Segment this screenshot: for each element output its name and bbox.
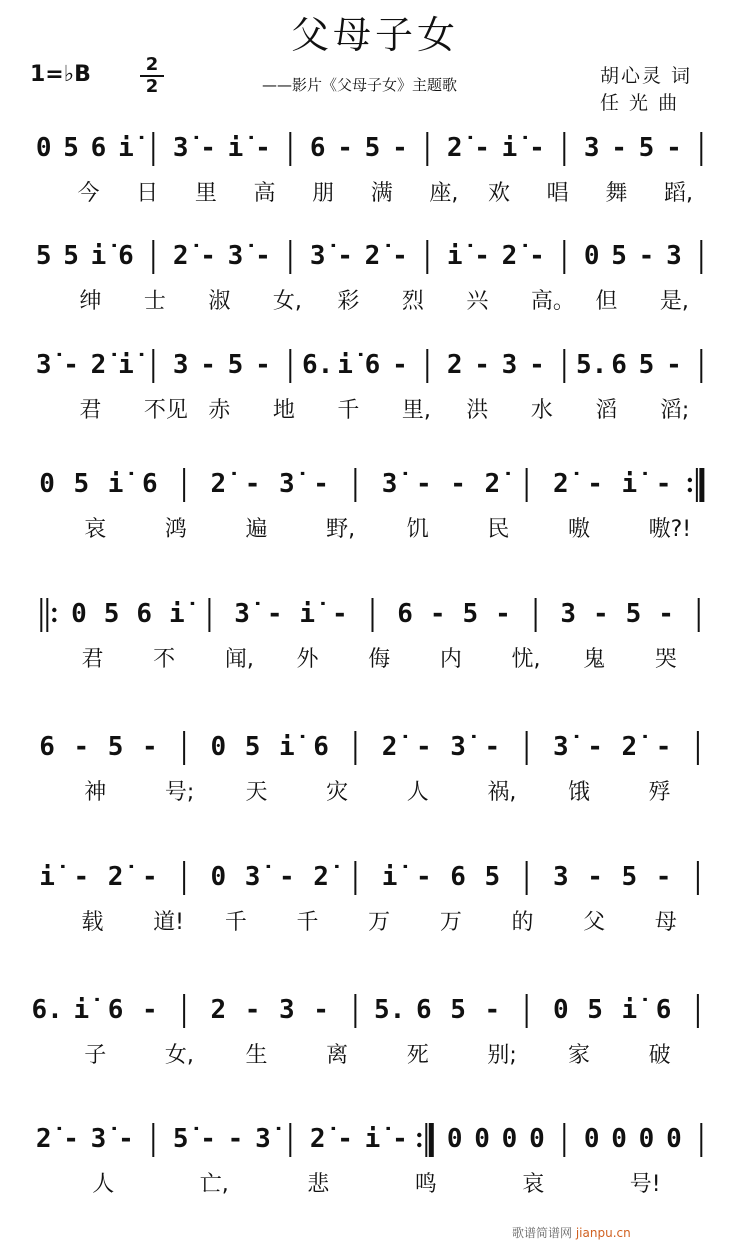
lyric-word: 但 [595,289,618,314]
note-digit: 5 [364,133,381,163]
dash-note: - [266,599,283,629]
dash-note: - [529,241,545,271]
lyric-word: 离 [326,1043,349,1068]
lyricist-credit: 胡心灵 词 [600,65,693,87]
lyric-word: 殍 [648,780,671,805]
dash-note: - [593,599,609,629]
note-digit: 5 [73,469,90,499]
lyric-word: 女, [164,1043,194,1068]
dash-note: - [495,599,511,629]
lyric-word: 道! [153,910,184,935]
note-digit: 6 [611,350,627,380]
lyric-word: 千 [337,398,360,423]
dash-note: - [63,350,79,380]
lyric-word: 内 [439,647,462,672]
lyric-word: 嗷 [567,517,590,542]
dash-note: - [63,1124,79,1154]
note-digit: 3̇ [450,732,466,762]
note-digit: 5 [227,350,244,380]
note-digit: 5 [621,862,638,892]
lyric-word: 不 [153,647,176,672]
lyric-word: 高。 [530,289,575,314]
note-digit: 3 [279,995,295,1025]
note-digit: i̇ [446,241,463,271]
note-digit: 2̇ [172,241,189,271]
note-digit: 0 [210,732,227,762]
lyric-word: 地 [272,398,295,423]
note-digit: 6 [107,995,124,1025]
note-digit: 3̇ [381,469,398,499]
note-digit: 5 [484,862,501,892]
lyric-word: 人 [406,780,429,805]
note-digit: 6 [397,599,413,629]
lyric-word: 彩 [337,289,360,314]
note-digit: 0 [71,599,87,629]
dash-note: - [474,241,490,271]
dash-note: - [200,350,216,380]
dash-note: - [227,1124,244,1154]
note-digit: i̇ [364,1124,381,1154]
lyric-word: 天 [245,780,268,805]
dash-note: - [474,133,490,163]
lyric-word: 侮 [368,647,391,672]
lyric-word: 滔 [595,398,618,423]
note-digit: 5 [35,241,52,271]
note-digit: 3̇ [227,241,244,271]
lyric-word: 绅 [79,289,102,314]
dash-note: - [611,133,627,163]
song-title: 父母子女 [290,13,459,57]
watermark [512,1224,631,1241]
dash-note: - [200,133,216,163]
dash-note: - [587,469,603,499]
note-digit: 3 [583,133,600,163]
dash-note: - [142,862,158,892]
note-digit: 3̇ [90,1124,107,1154]
lyric-word: 号; [164,780,195,805]
dash-note: - [337,1124,353,1154]
lyric-word: 母 [654,910,677,935]
note-digit: 5 [107,732,124,762]
note-digit: 2̇ [553,469,569,499]
dash-note: - [142,995,158,1025]
note-digit: 5 [587,995,603,1025]
lyric-word: 遍 [245,517,268,542]
note-digit: 3 [501,350,518,380]
dash-note: - [484,995,501,1025]
lyric-word: 君 [81,647,104,672]
repeat-dot [417,1133,421,1137]
note-digit: 5 [450,995,466,1025]
note-digit: 5̇ [172,1124,189,1154]
lyric-word: 滔; [659,398,690,423]
lyric-word: 破 [648,1043,671,1068]
lyric-word: 人 [92,1172,115,1197]
meter-top: 2 [145,54,159,75]
note-digit: 2 [210,995,227,1025]
lyric-word: 座, [429,181,459,206]
note-digit: 0 [583,241,600,271]
note-digit: i̇ [73,995,90,1025]
dash-note: - [392,1124,408,1154]
dash-note: - [73,862,90,892]
note-digit: i̇ [381,862,398,892]
note-digit: 6 [655,995,672,1025]
note-digit: 6 [450,862,466,892]
note-digit: i̇ [337,350,353,380]
note-digit: 2̇ [501,241,518,271]
note-digit: i̇ [227,133,244,163]
dash-note: - [255,241,271,271]
lyric-word: 舞 [605,181,628,206]
dash-note: - [255,133,271,163]
note-digit: 5 [611,241,627,271]
lyric-word: 唱 [546,181,569,206]
lyric-word: 哀 [522,1172,545,1197]
note-digit: 0 [210,862,227,892]
lyric-word: 女, [272,289,302,314]
lyric-word: 哀 [84,517,107,542]
note-digit: 3̇ [244,862,261,892]
dash-note: - [666,350,682,380]
note-digit: i̇ [118,133,134,163]
note-digit: 3̇ [279,469,295,499]
dash-note: - [200,241,216,271]
dash-note: - [244,469,261,499]
note-digit: 3̇ [172,133,189,163]
lyric-word: 民 [487,517,510,542]
note-digit: 6 [39,732,55,762]
lyric-word: 朋 [312,181,335,206]
note-digit: 5 [638,350,655,380]
note-digit: 6 [90,133,107,163]
dash-note: - [200,1124,216,1154]
dash-note: - [484,732,501,762]
note-digit: 0 [611,1124,627,1154]
lyric-word: 祸, [487,780,517,805]
dash-note: - [587,732,603,762]
lyric-word: 鸣 [414,1172,437,1197]
note-digit: 6 [309,133,326,163]
dash-note: - [587,862,603,892]
note-digit: 2̇ [381,732,398,762]
dash-note: - [655,862,672,892]
lyric-word: 君 [79,398,102,423]
note-digit: 2 [446,350,463,380]
key-signature: 1=♭B [30,62,91,87]
lyric-word: 万 [439,910,462,935]
note-digit: 5 [625,599,642,629]
lyric-word: 里 [194,181,217,206]
lyric-word: 忧, [511,647,541,672]
lyric-word: 家 [567,1043,590,1068]
repeat-dot [52,608,56,612]
note-digit: 6 [118,241,134,271]
lyric-word: 的 [511,910,534,935]
dash-note: - [416,862,432,892]
dash-note: - [142,732,158,762]
lyric-word: 赤 [208,398,231,423]
lyric-word: 载 [81,910,104,935]
lyric-word: 烈 [401,289,424,314]
repeat-dot [52,618,56,622]
dash-note: - [658,599,674,629]
note-digit: 6 [416,995,432,1025]
note-digit: 2̇ [484,469,501,499]
note-digit: 6. [302,350,334,380]
note-digit: 6 [364,350,381,380]
dash-note: - [118,1124,134,1154]
watermark-url: jianpu.cn [575,1226,631,1240]
note-digit: i̇ [279,732,295,762]
note-digit: 5 [462,599,479,629]
lyric-word: 淑 [208,289,231,314]
repeat-dot [417,1143,421,1147]
lyric-word: 千 [296,910,319,935]
note-digit: 3 [666,241,682,271]
dash-note: - [279,862,295,892]
lyric-word: 野, [326,517,356,542]
dash-note: - [392,350,408,380]
lyric-word: 号! [629,1172,661,1197]
lyric-word: 里, [401,398,431,423]
note-digit: 2̇ [35,1124,52,1154]
note-digit: 5 [63,133,79,163]
note-digit: 3̇ [255,1124,271,1154]
lyric-word: 高 [253,181,276,206]
lyric-word: 饥 [406,517,429,542]
note-digit: 5 [244,732,261,762]
lyric-word: 悲 [307,1172,330,1197]
note-digit: 6 [136,599,152,629]
dash-note: - [392,133,408,163]
lyric-word: 万 [368,910,391,935]
dash-note: - [655,732,672,762]
song-subtitle: ——影片《父母子女》主题歌 [262,76,458,94]
lyric-word: 水 [530,398,553,423]
lyric-word: 饿 [567,780,590,805]
lyric-word: 洪 [466,398,489,423]
repeat-dot [688,478,692,482]
note-digit: 3 [172,350,189,380]
note-digit: 5 [63,241,79,271]
note-digit: 2̇ [446,133,463,163]
lyric-word: 蹈, [663,181,693,206]
note-digit: i̇ [168,599,185,629]
note-digit: 0 [666,1124,682,1154]
note-digit: 5 [638,133,655,163]
dash-note: - [337,133,353,163]
note-digit: i̇ [90,241,107,271]
dash-note: - [244,995,261,1025]
dash-note: - [529,133,545,163]
note-digit: 2̇ [210,469,227,499]
lyric-word: 不见 [143,398,188,423]
lyric-word: 满 [370,181,393,206]
dash-note: - [392,241,408,271]
note-digit: 3̇ [234,599,250,629]
note-digit: 0 [39,469,55,499]
dash-note: - [416,469,432,499]
lyric-word: 兴 [466,289,489,314]
dash-note: - [429,599,446,629]
lyric-word: 欢 [488,181,511,206]
lyric-word: 父 [583,910,606,935]
note-digit: i̇ [118,350,134,380]
note-digit: 5. [576,350,608,380]
note-digit: i̇ [107,469,124,499]
note-digit: 5 [103,599,120,629]
note-digit: i̇ [621,995,638,1025]
lyric-word: 士 [143,289,166,314]
note-digit: 2̇ [313,862,329,892]
dash-note: - [529,350,545,380]
lyric-word: 是, [659,289,689,314]
note-digit: 3̇ [553,732,569,762]
dash-note: - [450,469,466,499]
note-digit: 3̇ [35,350,52,380]
dash-note: - [255,350,271,380]
note-digit: i̇ [621,469,638,499]
note-digit: 6. [31,995,63,1025]
dash-note: - [474,350,490,380]
dash-note: - [655,469,672,499]
lyric-word: 子 [84,1043,107,1068]
lyric-word: 千 [224,910,247,935]
dash-note: - [313,995,329,1025]
lyric-word: 生 [245,1043,268,1068]
lyric-word: 死 [406,1043,429,1068]
note-digit: 2̇ [309,1124,326,1154]
watermark-text: 歌谱简谱网 [512,1226,573,1240]
lyric-word: 鬼 [583,647,606,672]
note-digit: i̇ [501,133,518,163]
repeat-dot [688,488,692,492]
note-digit: 2̇ [621,732,638,762]
lyric-word: 鸿 [164,517,187,542]
note-digit: 0 [583,1124,600,1154]
lyric-word: 日 [136,181,159,206]
dash-note: - [416,732,432,762]
note-digit: 5. [373,995,406,1025]
note-digit: 3 [553,862,569,892]
note-digit: 0 [446,1124,463,1154]
note-digit: 0 [553,995,569,1025]
note-digit: 2̇ [107,862,124,892]
dash-note: - [337,241,353,271]
note-digit: i̇ [299,599,316,629]
lyric-word: 亡, [199,1172,229,1197]
lyric-word: 今 [77,181,100,206]
note-digit: 3̇ [309,241,326,271]
note-digit: 0 [638,1124,655,1154]
note-digit: 0 [529,1124,545,1154]
note-digit: 3 [560,599,577,629]
lyric-word: 闻, [224,647,254,672]
note-digit: i̇ [39,862,55,892]
lyric-word: 嗷?! [648,517,692,542]
dash-note: - [666,133,682,163]
dash-note: - [332,599,348,629]
lyric-word: 哭 [654,647,677,672]
note-digit: 2̇ [90,350,107,380]
note-digit: 6 [142,469,158,499]
dash-note: - [638,241,655,271]
note-digit: 0 [474,1124,490,1154]
lyric-word: 神 [84,780,107,805]
note-digit: 0 [501,1124,518,1154]
composer-credit: 任 光 曲 [600,92,680,114]
dash-note: - [313,469,329,499]
lyric-word: 灾 [326,780,349,805]
lyric-word: 外 [296,647,319,672]
note-digit: 2̇ [364,241,381,271]
dash-note: - [73,732,90,762]
note-digit: 0 [35,133,52,163]
lyric-word: 别; [487,1043,517,1068]
note-digit: 6 [313,732,329,762]
meter-bottom: 2 [145,76,159,97]
